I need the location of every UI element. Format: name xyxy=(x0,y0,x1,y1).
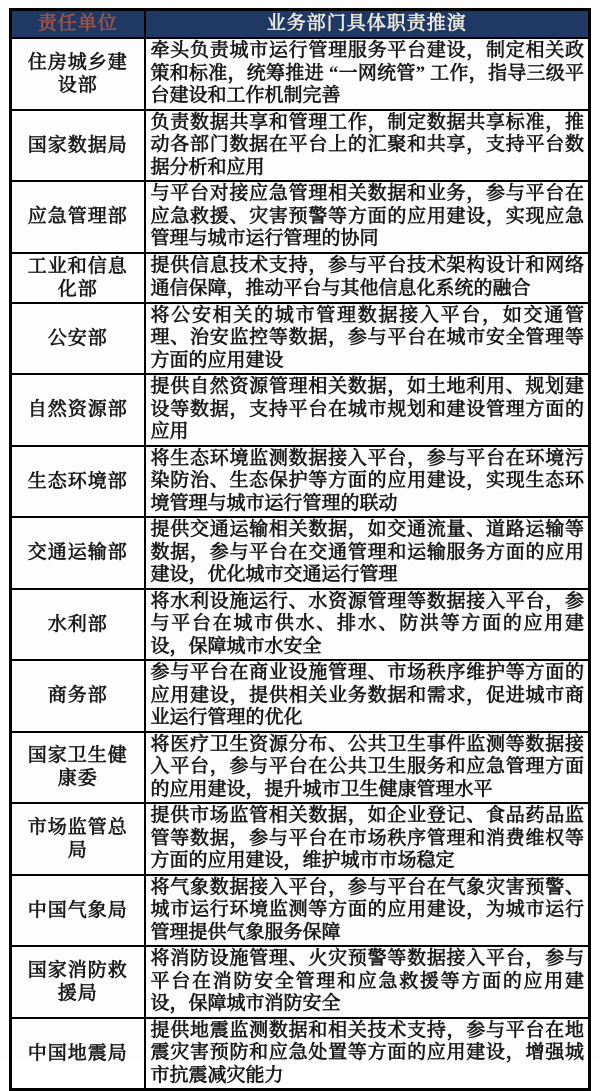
table-row xyxy=(11,946,590,1018)
duty-cell: 提供交通运输相关数据，如交通流量、道路运输等数据，参与平台在交通管理和运输服务方面的应用建设，优化城市交通运行管理 xyxy=(145,517,590,589)
duty-cell: 与平台对接应急管理相关数据和业务，参与平台在应急救援、灾害预警等方面的应用建设，实现应急管理与城市运行管理的协同 xyxy=(145,181,590,253)
unit-cell: 自然资源部 xyxy=(11,374,145,446)
header-duty-deduction: 业务部门具体职责推演 xyxy=(145,10,590,39)
duty-cell: 将消防设施管理、火灾预警等数据接入平台，参与平台在消防安全管理和应急救援等方面的应用建设，保障城市消防安全 xyxy=(145,946,590,1018)
duty-cell: 参与平台在商业设施管理、市场秩序维护等方面的应用建设，提供相关业务数据和需求，促进城市商业运行管理的优化 xyxy=(145,660,590,732)
duty-cell: 提供信息技术支持，参与平台技术架构设计和网络通信保障，推动平台与其他信息化系统的融合 xyxy=(145,253,590,303)
table-row xyxy=(11,660,590,732)
unit-cell: 国家数据局 xyxy=(11,110,145,182)
unit-cell: 应急管理部 xyxy=(11,181,145,253)
table-row xyxy=(11,803,590,875)
unit-cell: 中国地震局 xyxy=(11,1018,145,1090)
table-row xyxy=(11,253,590,303)
unit-cell: 公安部 xyxy=(11,303,145,375)
duty-cell: 提供自然资源管理相关数据，如土地利用、规划建设等数据，支持平台在城市规划和建设管理方面的应用 xyxy=(145,374,590,446)
unit-cell: 交通运输部 xyxy=(11,517,145,589)
unit-cell: 国家卫生健康委 xyxy=(11,732,145,804)
table-header-row xyxy=(11,10,590,39)
duty-cell: 提供市场监管相关数据，如企业登记、食品药品监管等数据，参与平台在市场秩序管理和消费维权等方面的应用建设，维护城市市场稳定 xyxy=(145,803,590,875)
duty-cell: 将气象数据接入平台，参与平台在气象灾害预警、城市运行环境监测等方面的应用建设，为城市运行管理提供气象服务保障 xyxy=(145,875,590,947)
duty-cell: 提供地震监测数据和相关技术支持，参与平台在地震灾害预防和应急处置等方面的应用建设，增强城市抗震减灾能力 xyxy=(145,1018,590,1090)
unit-cell: 国家消防救援局 xyxy=(11,946,145,1018)
header-responsible-unit: 责任单位 xyxy=(11,10,145,39)
table-body xyxy=(11,38,590,1090)
unit-cell: 水利部 xyxy=(11,589,145,661)
unit-cell: 生态环境部 xyxy=(11,446,145,518)
table-row xyxy=(11,38,590,110)
table-row xyxy=(11,732,590,804)
table-row xyxy=(11,875,590,947)
table-row xyxy=(11,589,590,661)
duty-cell: 牵头负责城市运行管理服务平台建设，制定相关政策和标准，统筹推进 “一网统管” 工作，指导三级平台建设和工作机制完善 xyxy=(145,38,590,110)
table-row xyxy=(11,303,590,375)
duty-cell: 将医疗卫生资源分布、公共卫生事件监测等数据接入平台，参与平台在公共卫生服务和应急管理方面的应用建设，提升城市卫生健康管理水平 xyxy=(145,732,590,804)
duty-cell: 将水利设施运行、水资源管理等数据接入平台，参与平台在城市供水、排水、防洪等方面的应用建设，保障城市水安全 xyxy=(145,589,590,661)
unit-cell: 中国气象局 xyxy=(11,875,145,947)
table-row xyxy=(11,1018,590,1090)
table-row xyxy=(11,446,590,518)
responsibility-table xyxy=(9,8,591,1091)
table-row xyxy=(11,110,590,182)
table-row xyxy=(11,374,590,446)
unit-cell: 商务部 xyxy=(11,660,145,732)
duty-cell: 将公安相关的城市管理数据接入平台，如交通管理、治安监控等数据，参与平台在城市安全管理等方面的应用建设 xyxy=(145,303,590,375)
table-row xyxy=(11,181,590,253)
unit-cell: 住房城乡建设部 xyxy=(11,38,145,110)
table-row xyxy=(11,517,590,589)
unit-cell: 工业和信息化部 xyxy=(11,253,145,303)
unit-cell: 市场监管总局 xyxy=(11,803,145,875)
duty-cell: 负责数据共享和管理工作，制定数据共享标准，推动各部门数据在平台上的汇聚和共享，支持平台数据分析和应用 xyxy=(145,110,590,182)
duty-cell: 将生态环境监测数据接入平台，参与平台在环境污染防治、生态保护等方面的应用建设，实现生态环境管理与城市运行管理的联动 xyxy=(145,446,590,518)
